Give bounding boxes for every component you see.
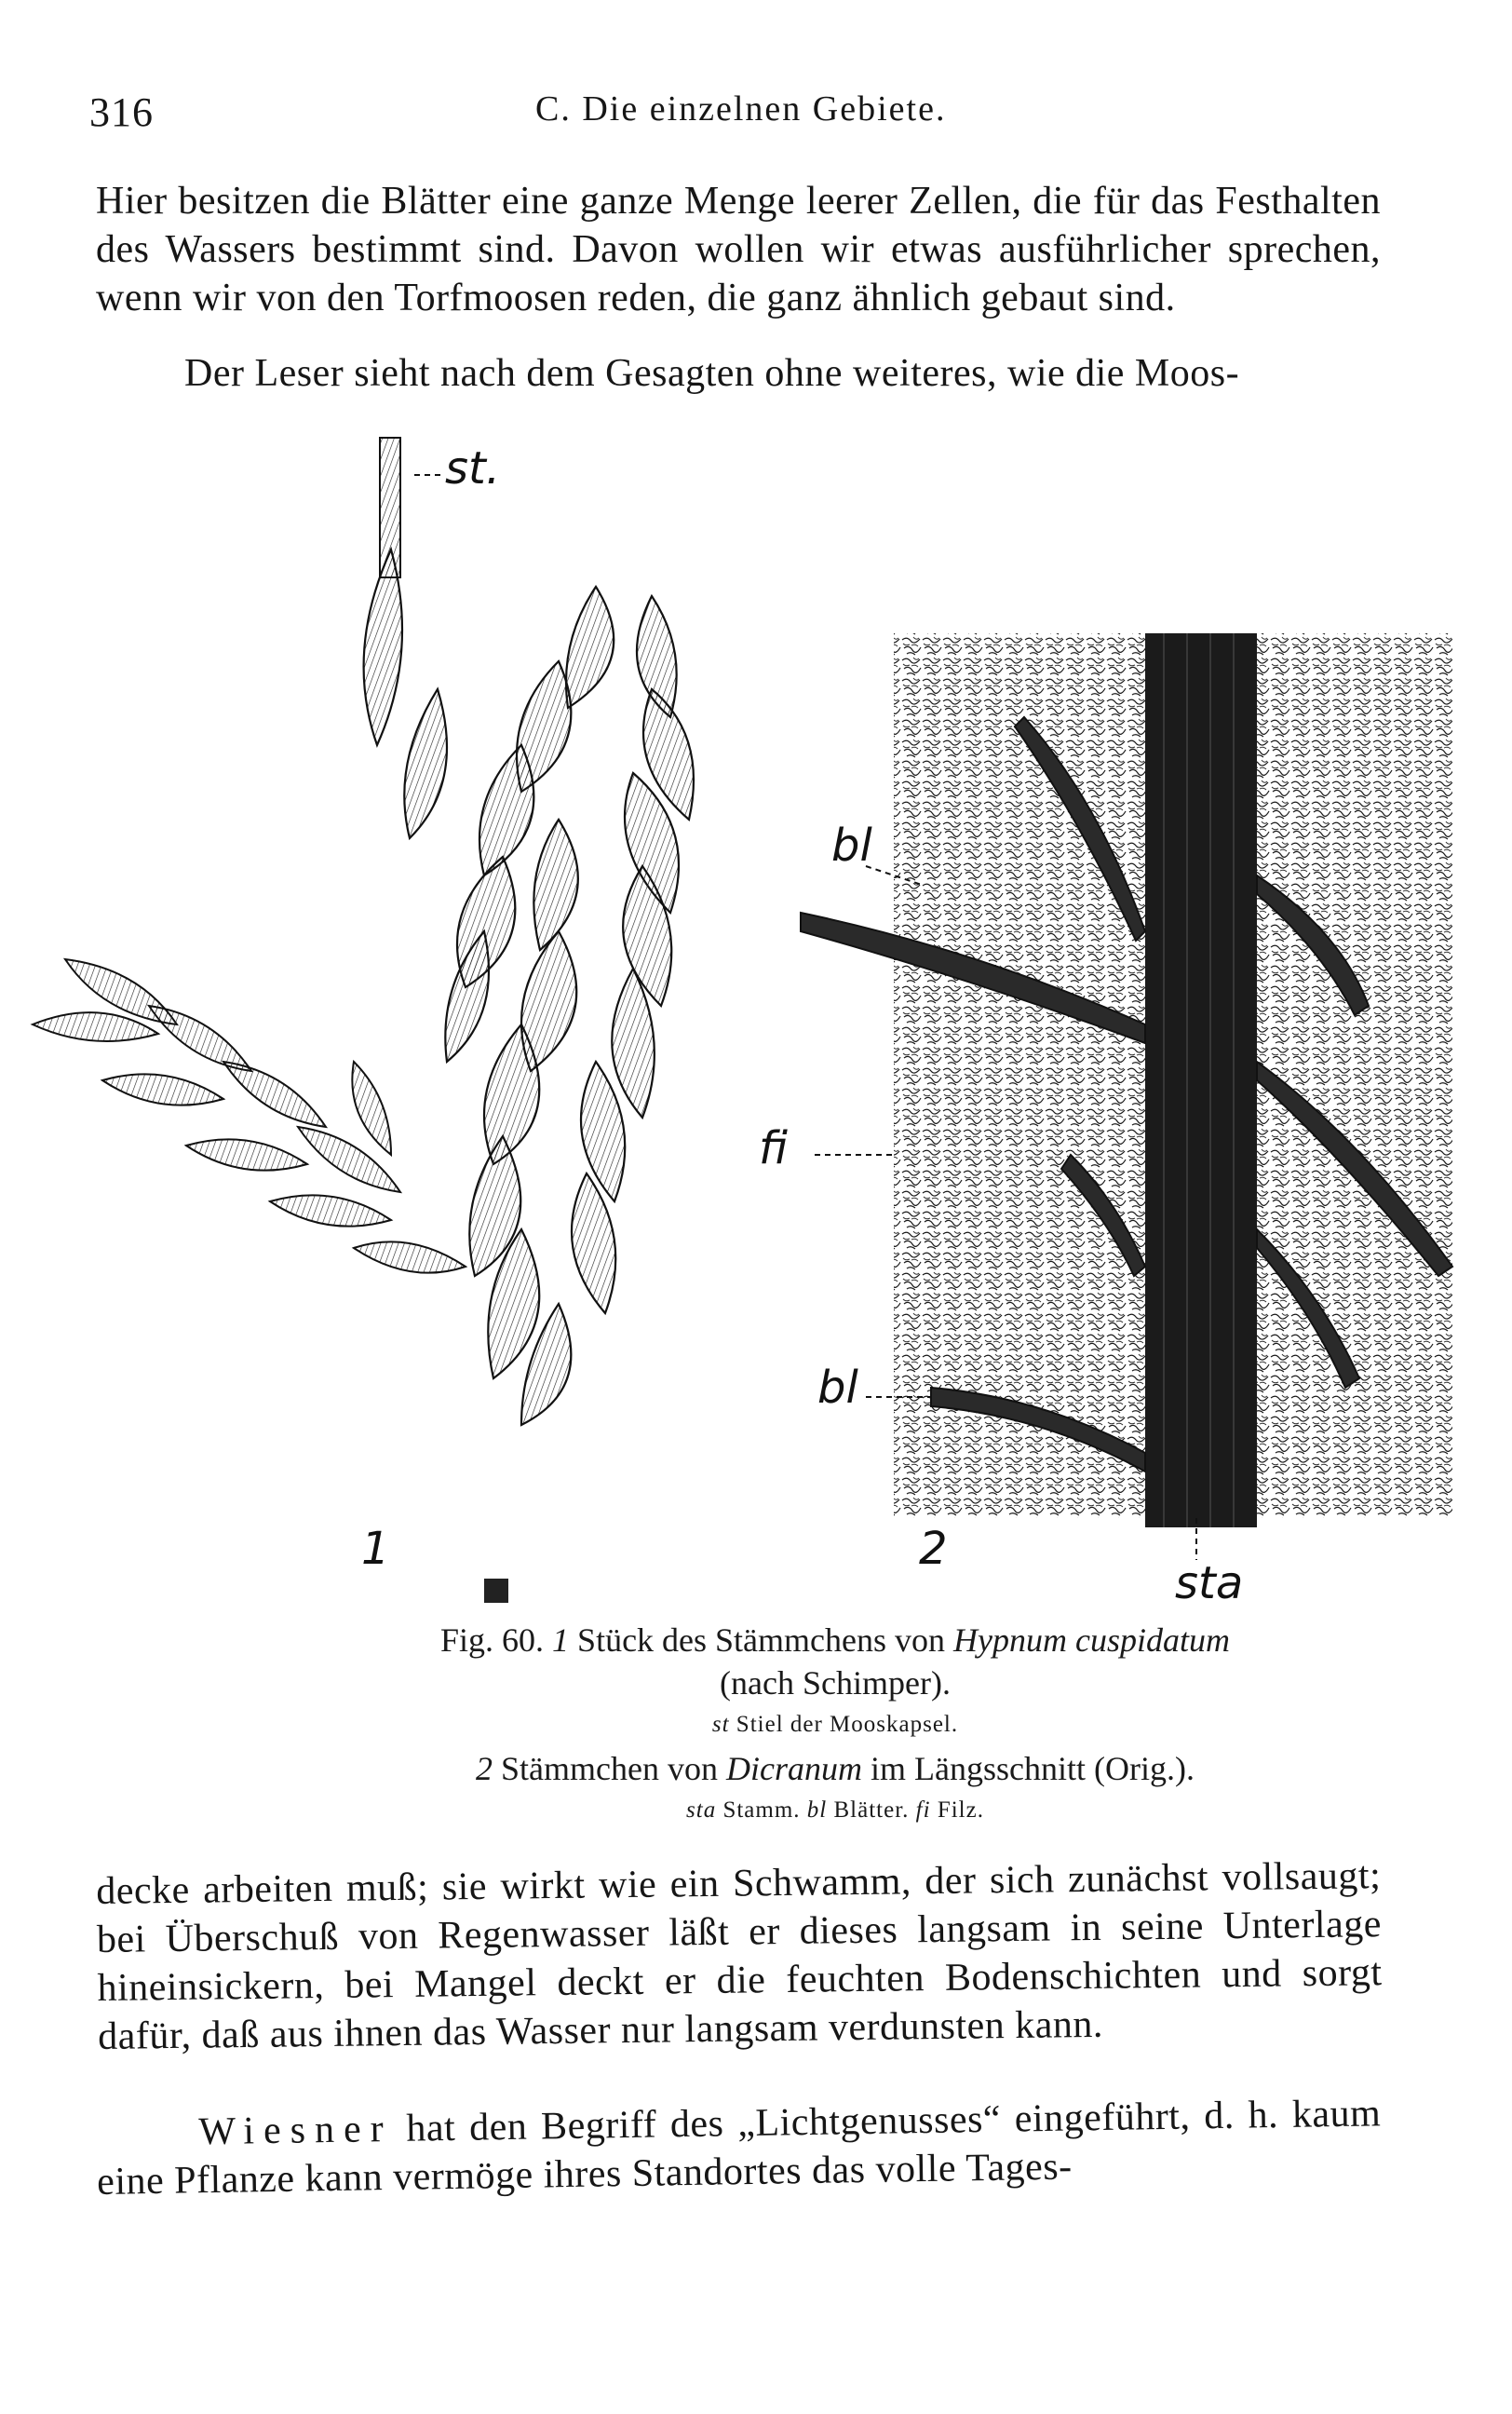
caption-abbr-bl: bl <box>806 1797 828 1823</box>
paragraph-1 <box>96 177 1381 322</box>
caption-sta-text: Stamm. <box>722 1797 801 1823</box>
caption-line-3 <box>0 1712 1512 1738</box>
paragraph-3 <box>96 1851 1383 2061</box>
caption-part-1-number: 1 <box>552 1621 570 1659</box>
caption-fi-text: Filz. <box>937 1797 984 1823</box>
caption-abbr-sta: sta <box>686 1797 717 1823</box>
label-bl-bottom: bl <box>817 1362 858 1414</box>
caption-st-text: Stiel der Mooskapsel. <box>736 1712 959 1737</box>
caption-line-5 <box>0 1797 1512 1824</box>
paragraph-4-text <box>96 2089 1382 2206</box>
caption-part-2-text-b: im Längsschnitt (Orig.). <box>871 1750 1195 1787</box>
caption-genus: Dicranum <box>726 1750 862 1787</box>
paragraph-2 <box>96 349 1381 398</box>
caption-line-1 <box>0 1621 1512 1660</box>
caption-species: Hypnum cuspidatum <box>953 1621 1230 1659</box>
paragraph-4 <box>96 2089 1382 2206</box>
paragraph-1-text: Hier besitzen die Blätter eine ganze Menge leerer Zellen, die für das Festhalten des Wassers bestimmt sind. Davon wollen wir etwas ausführlicher sprechen, wenn wir von den Torfmoosen reden, die ganz ähnlich gebaut sind. <box>96 180 1381 319</box>
label-sta: sta <box>1175 1557 1244 1609</box>
label-number-2: 2 <box>919 1523 948 1575</box>
caption-abbr-fi: fi <box>915 1797 931 1823</box>
caption-line-4 <box>0 1749 1512 1788</box>
caption-part-1-text: Stück des Stämmchens von <box>577 1621 946 1659</box>
caption-part-2-number: 2 <box>476 1750 493 1787</box>
label-fi: fi <box>759 1122 789 1174</box>
label-st: st. <box>445 442 501 495</box>
caption-abbr-st: st <box>711 1712 730 1737</box>
figure-1-hypnum-shoot <box>33 438 694 1603</box>
caption-fig-number: Fig. 60. <box>440 1621 545 1659</box>
caption-line-2: (nach Schimper). <box>720 1664 951 1702</box>
paragraph-4-rest: hat den Begriff des „Lichtgenusses“ eingeführt, d. h. kaum eine Pflanze kann vermöge ihres Standortes das volle Tages- <box>96 2092 1382 2204</box>
label-bl-top: bl <box>831 820 872 872</box>
paragraph-3-text: decke arbeiten muß; sie wirkt wie ein Schwamm, der sich zunächst vollsaugt; bei Überschuß von Regenwasser läßt er dieses langsam in seine Unterlage hineinsickern, bei Mangel deckt er die feuchten Bodenschichten und sorgt dafür, daß aus ihnen das Wasser nur langsam verdunsten kann. <box>96 1854 1383 2058</box>
page-number: 316 <box>89 89 154 135</box>
running-head: C. Die einzelnen Gebiete. <box>535 89 947 129</box>
author-name: Wiesner <box>198 2108 393 2154</box>
figure-60 <box>0 410 1512 1621</box>
label-number-1: 1 <box>361 1523 390 1575</box>
caption-part-2-text-a: Stämmchen von <box>501 1750 718 1787</box>
caption-bl-text: Blätter. <box>833 1797 910 1823</box>
paragraph-2-text: Der Leser sieht nach dem Gesagten ohne weiteres, wie die Moos- <box>184 352 1240 395</box>
moss-illustration <box>0 410 1512 1621</box>
